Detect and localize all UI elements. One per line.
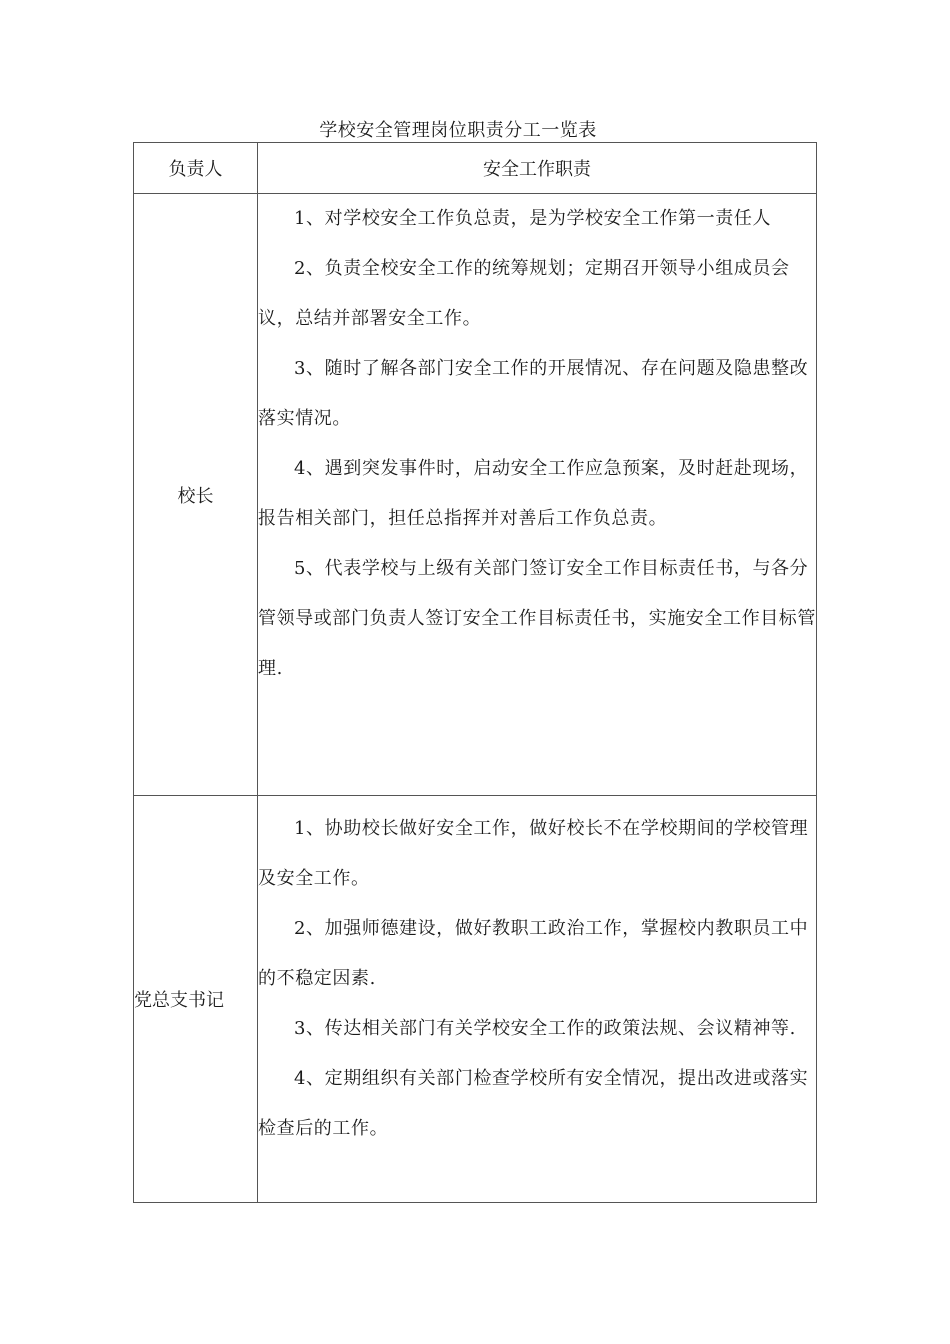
table-row <box>134 796 817 1203</box>
role-party-secretary: 党总支书记 <box>134 796 258 1203</box>
duty-item: 3、随时了解各部门安全工作的开展情况、存在问题及隐患整改落实情况。 <box>258 358 809 429</box>
document-title: 学校安全管理岗位职责分工一览表 <box>319 120 597 141</box>
duty-item: 2、加强师德建设，做好教职工政治工作，掌握校内教职员工中的不稳定因素. <box>258 918 809 989</box>
duty-item: 4、定期组织有关部门检查学校所有安全情况，提出改进或落实检查后的工作。 <box>258 1068 809 1139</box>
table-header-row <box>134 143 817 194</box>
duties-principal <box>258 194 817 796</box>
duty-item: 1、协助校长做好安全工作，做好校长不在学校期间的学校管理及安全工作。 <box>258 818 809 889</box>
duties-party-secretary <box>258 796 817 1203</box>
duty-item: 3、传达相关部门有关学校安全工作的政策法规、会议精神等. <box>294 1018 796 1039</box>
header-role: 负责人 <box>134 143 258 194</box>
table-row <box>134 194 817 796</box>
header-duties: 安全工作职责 <box>258 143 817 194</box>
duty-item: 1、对学校安全工作负总责，是为学校安全工作第一责任人 <box>294 208 772 229</box>
duty-item: 4、遇到突发事件时，启动安全工作应急预案，及时赶赴现场，报告相关部门，担任总指挥并对善后工作负总责。 <box>258 458 809 529</box>
role-principal: 校长 <box>134 194 258 796</box>
duty-item: 5、代表学校与上级有关部门签订安全工作目标责任书，与各分管领导或部门负责人签订安全工作目标责任书，实施安全工作目标管理. <box>258 558 816 679</box>
duty-item: 2、负责全校安全工作的统筹规划；定期召开领导小组成员会议，总结并部署安全工作。 <box>258 258 790 329</box>
duty-table <box>133 142 817 1203</box>
